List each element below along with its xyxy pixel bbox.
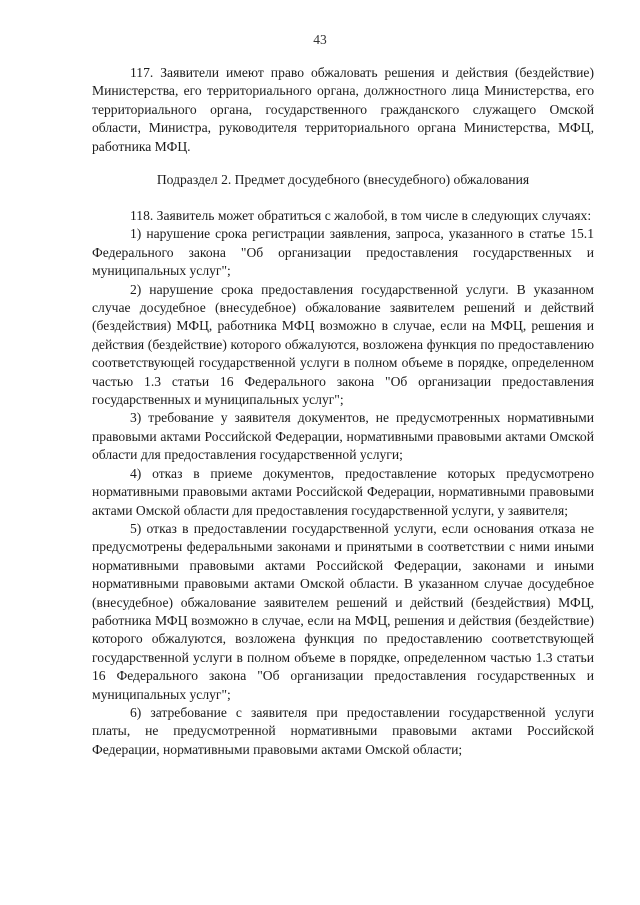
page-number: 43 xyxy=(313,32,327,47)
list-item-6: 6) затребование с заявителя при предоставлении государственной услуги платы, не предусмотренной нормативными правовыми актами Российской Федерации, нормативными правовыми актами Омской области; xyxy=(92,704,594,757)
paragraph-117-block xyxy=(92,64,594,156)
paragraph-118: 118. Заявитель может обратиться с жалобой, в том числе в следующих случаях: xyxy=(130,208,592,223)
list-item-5: 5) отказ в предоставлении государственной услуги, если основания отказа не предусмотрены федеральными законами и принятыми в соответствии с ними иными нормативными правовыми актами Российской Федерации, законами и иными нормативными правовыми актами Омской области. В указанном случае досудебное (внесудебное) обжалование заявителем решений и действий (бездействия) МФЦ, работника МФЦ возможно в случае, если на МФЦ, решения и действия (бездействие) которого обжалуются, возложена функция по предоставлению соответствующей государственной услуги в полном объеме в порядке, определенном частью 1.3 статьи 16 Федерального закона "Об организации предоставления государственных и муниципальных услуг"; xyxy=(92,520,594,702)
paragraph-117: 117. Заявители имеют право обжаловать решения и действия (бездействие) Министерства, его территориального органа, должностного лица Министерства, его территориального органа, государственного гражданского служащего Омской области, Министра, руководителя территориального органа Министерства, МФЦ, работника МФЦ. xyxy=(92,65,594,154)
subsection-title: Подраздел 2. Предмет досудебного (внесудебного) обжалования xyxy=(156,172,530,187)
list-item-2: 2) нарушение срока предоставления государственной услуги. В указанном случае досудебное (внесудебное) обжалование заявителем решений и действий (бездействия) МФЦ, работника МФЦ возможно в случае, если на МФЦ, решения и действия (бездействие) которого обжалуются, возложена функция по предоставлению соответствующей государственной услуги в полном объеме в порядке, определенном частью 1.3 статьи 16 Федерального закона "Об организации предоставления государственных и муниципальных услуг"; xyxy=(92,281,594,408)
list-item-3: 3) требование у заявителя документов, не предусмотренных нормативными правовыми актами Российской Федерации, нормативными правовыми актами Омской области для предоставления государственной услуги; xyxy=(92,410,594,463)
list-item-4: 4) отказ в приеме документов, предоставление которых предусмотрено нормативными правовыми актами Российской Федерации, нормативными правовыми актами Омской области для предоставления государственной услуги, у заявителя; xyxy=(92,465,594,518)
list-item-1: 1) нарушение срока регистрации заявления, запроса, указанного в статье 15.1 Федерального закона "Об организации предоставления государственных и муниципальных услуг"; xyxy=(92,226,594,279)
paragraph-118-block xyxy=(92,207,594,759)
